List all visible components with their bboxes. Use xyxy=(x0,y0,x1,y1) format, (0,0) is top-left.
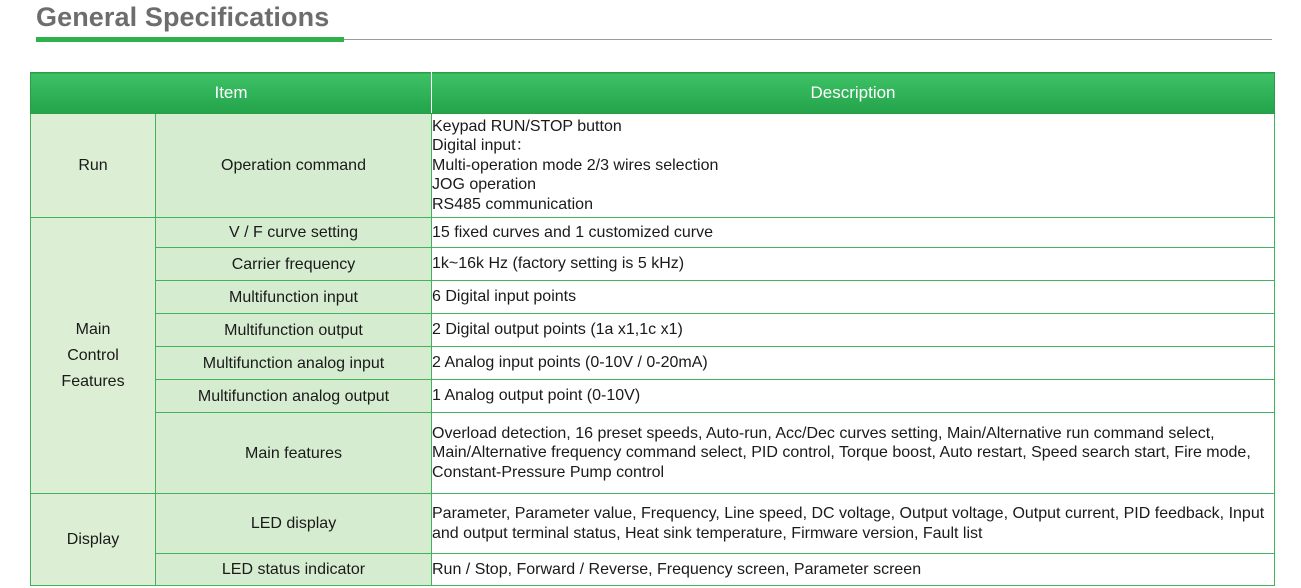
group-main-control-features: Main Control Features xyxy=(31,218,156,494)
group-display: Display xyxy=(31,494,156,586)
desc-operation-command xyxy=(432,114,1275,218)
group-run: Run xyxy=(31,114,156,218)
desc-multifunction-output: 2 Digital output points (1a x1,1c x1) xyxy=(432,314,1275,347)
table-row xyxy=(31,314,1275,347)
table-row xyxy=(31,413,1275,494)
item-multifunction-output: Multifunction output xyxy=(156,314,432,347)
table-row xyxy=(31,218,1275,248)
desc-main-features: Overload detection, 16 preset speeds, Auto-run, Acc/Dec curves setting, Main/Alternative run command select, Main/Alternative frequency command select, PID control, Torque boost, Auto restart, Speed search start, Fire mode, Constant-Pressure Pump control xyxy=(432,413,1275,494)
desc-led-display: Parameter, Parameter value, Frequency, Line speed, DC voltage, Output voltage, Output current, PID feedback, Input and output terminal status, Heat sink temperature, Firmware version, Fault list xyxy=(432,494,1275,554)
table-row xyxy=(31,380,1275,413)
table-row xyxy=(31,494,1275,554)
table-row xyxy=(31,248,1275,281)
desc-multifunction-input: 6 Digital input points xyxy=(432,281,1275,314)
item-led-status-indicator: LED status indicator xyxy=(156,554,432,586)
desc-analog-output: 1 Analog output point (0-10V) xyxy=(432,380,1275,413)
desc-vf-curve: 15 fixed curves and 1 customized curve xyxy=(432,218,1275,248)
spec-table xyxy=(30,72,1275,586)
table-row xyxy=(31,281,1275,314)
table-row xyxy=(31,554,1275,586)
item-analog-output: Multifunction analog output xyxy=(156,380,432,413)
item-analog-input: Multifunction analog input xyxy=(156,347,432,380)
item-multifunction-input: Multifunction input xyxy=(156,281,432,314)
table-header-row xyxy=(31,73,1275,114)
desc-line: RS485 communication xyxy=(432,195,593,213)
desc-line: Digital input： xyxy=(432,137,532,155)
desc-line: Multi-operation mode 2/3 wires selection xyxy=(432,156,719,174)
title-accent-bar xyxy=(36,37,344,42)
header-item: Item xyxy=(31,73,432,114)
item-carrier-frequency: Carrier frequency xyxy=(156,248,432,281)
table-row xyxy=(31,114,1275,218)
desc-carrier-frequency: 1k~16k Hz (factory setting is 5 kHz) xyxy=(432,248,1275,281)
page-title: General Specifications xyxy=(36,2,330,32)
desc-line: Keypad RUN/STOP button xyxy=(432,117,622,135)
item-led-display: LED display xyxy=(156,494,432,554)
table-row xyxy=(31,347,1275,380)
header-description: Description xyxy=(432,73,1275,114)
desc-line: JOG operation xyxy=(432,176,537,194)
item-vf-curve: V / F curve setting xyxy=(156,218,432,248)
item-main-features: Main features xyxy=(156,413,432,494)
item-operation-command: Operation command xyxy=(156,114,432,218)
desc-led-status-indicator: Run / Stop, Forward / Reverse, Frequency screen, Parameter screen xyxy=(432,554,1275,586)
desc-analog-input: 2 Analog input points (0-10V / 0-20mA) xyxy=(432,347,1275,380)
